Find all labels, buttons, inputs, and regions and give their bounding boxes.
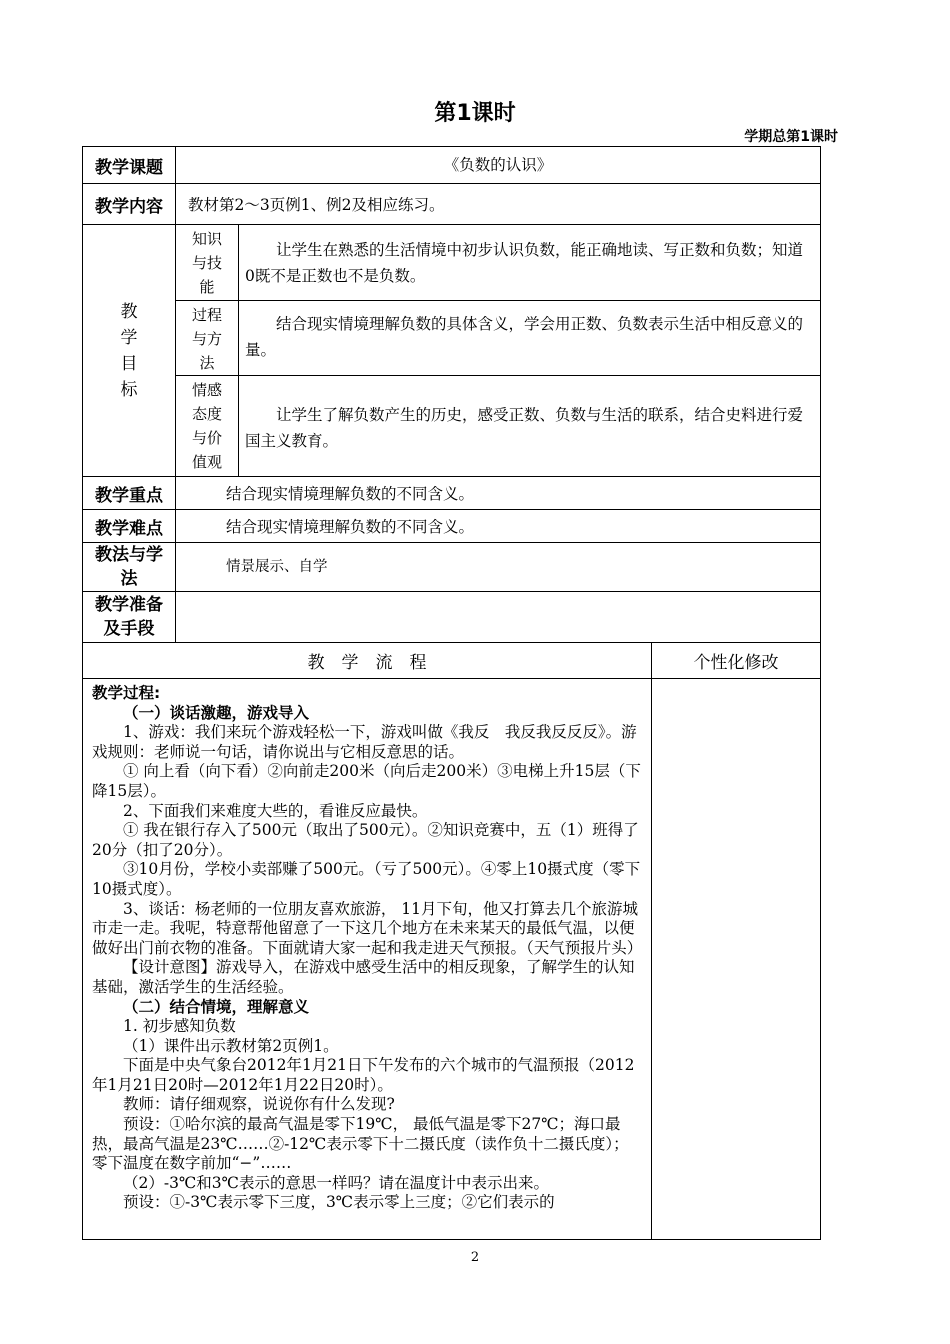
method-value: 情景展示、自学 — [175, 542, 821, 592]
goal-emotion-label: 情感态度与价值观 — [175, 375, 239, 477]
process-paragraph: （1）课件出示教材第2页例1。 — [123, 1036, 339, 1055]
process-heading: 教学过程: — [92, 684, 161, 702]
process-paragraph: 1. 初步感知负数 — [123, 1017, 236, 1036]
process-paragraph: ① 我在银行存入了500元（取出了500元）。②知识竞赛中，五（1）班得了20分（扣了20分）。 — [92, 821, 639, 859]
process-paragraph: 预设：①哈尔滨的最高气温是零下19℃， 最低气温是零下27℃；海口最热，最高气温是23℃……②-12℃表示零下十二摄氏度（读作负十二摄氏度）；零下温度在数字前加“−”…… — [92, 1115, 629, 1173]
key-point-label: 教学重点 — [82, 476, 176, 510]
process-paragraph: 预设：①-3℃表示零下三度，3℃表示零上三度；②它们表示的 — [123, 1193, 555, 1212]
topic-label: 教学课题 — [82, 146, 176, 184]
section-heading: （一）谈话激趣，游戏导入 — [123, 703, 310, 722]
difficulty-value: 结合现实情境理解负数的不同含义。 — [175, 509, 821, 543]
page-title: 第1课时 — [434, 101, 516, 126]
section-heading: （二）结合情境，理解意义 — [123, 997, 310, 1016]
process-paragraph: ③10月份，学校小卖部赚了500元。（亏了500元）。④零上10摄式度（零下10摄式度）。 — [92, 860, 641, 898]
personalized-edit-header: 个性化修改 — [651, 642, 821, 679]
goals-label: 教学目标 — [82, 224, 176, 477]
goal-knowledge-label: 知识与技能 — [175, 224, 239, 301]
process-paragraph: 3、谈话：杨老师的一位朋友喜欢旅游， 11月下旬，他又打算去几个旅游城市走一走。我呢，特意帮他留意了一下这几个地方在未来某天的最低气温，以便做好出门前衣物的准备。下面就请大家一起和我走进天气预报。（天气预报片头） — [92, 899, 643, 957]
goal-knowledge-text: 让学生在熟悉的生活情境中初步认识负数，能正确地读、写正数和负数；知道0既不是正数也不是负数。 — [238, 224, 821, 301]
key-point-value: 结合现实情境理解负数的不同含义。 — [175, 476, 821, 510]
goal-process-label: 过程与方法 — [175, 300, 239, 376]
difficulty-label: 教学难点 — [82, 509, 176, 543]
page-number: 2 — [470, 1250, 480, 1265]
prep-label: 教学准备及手段 — [82, 591, 176, 643]
content-value: 教材第2～3页例1、例2及相应练习。 — [175, 183, 821, 225]
design-intent: 【设计意图】游戏导入，在游戏中感受生活中的相反现象，了解学生的认知基础，激活学生的生活经验。 — [92, 958, 635, 996]
topic-value: 《负数的认识》 — [175, 146, 821, 184]
process-paragraph: 教师：请仔细观察，说说你有什么发现? — [123, 1095, 395, 1114]
process-paragraph: 1、游戏：我们来玩个游戏轻松一下，游戏叫做《我反 我反我反反反》。游戏规则：老师说一句话，请你说出与它相反意思的话。 — [92, 723, 637, 761]
goal-emotion-text: 让学生了解负数产生的历史，感受正数、负数与生活的联系，结合史料进行爱国主义教育。 — [238, 375, 821, 477]
process-paragraph: 下面是中央气象台2012年1月21日下午发布的六个城市的气温预报（2012年1月21日20时—2012年1月22日20时）。 — [92, 1056, 635, 1094]
prep-value — [175, 591, 821, 643]
content-label: 教学内容 — [82, 183, 176, 225]
flow-header: 教 学 流 程 — [82, 642, 652, 679]
process-paragraph: ① 向上看（向下看）②向前走200米（向后走200米）③电梯上升15层（下降15层）。 — [92, 762, 641, 800]
semester-lesson-count: 学期总第1课时 — [744, 129, 838, 145]
goal-process-text: 结合现实情境理解负数的具体含义，学会用正数、负数表示生活中相反意义的量。 — [238, 300, 821, 376]
teaching-process — [82, 678, 652, 1240]
method-label: 教法与学 法 — [82, 542, 176, 592]
process-paragraph: 2、下面我们来难度大些的，看谁反应最快。 — [123, 801, 428, 820]
process-paragraph: （2）-3℃和3℃表示的意思一样吗？请在温度计中表示出来。 — [123, 1173, 550, 1192]
personalized-edit-column[interactable] — [651, 678, 821, 1240]
